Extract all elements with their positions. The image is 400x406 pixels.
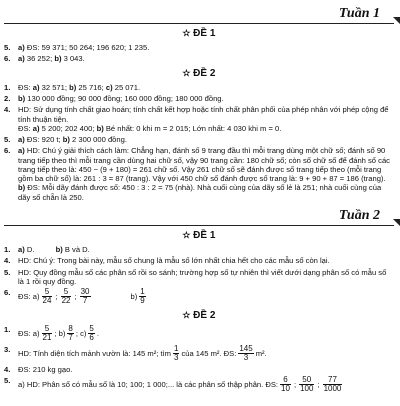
list-item: 4. HD: Sử dụng tính chất giao hoán; tính chất kết hợp hoặc tính chất phân phối của phép nhân với phép cộng để tính thuận tiện. ĐS: a) 5 200; 202 400; b) Bé nhất: 0 khi m = 2 015; Lớn nhất: 4 030 khi m = 0.	[4, 105, 389, 133]
star-icon: ✫	[182, 309, 191, 320]
list-item: 6. a) HD: Chú ý giải thích cách làm: Chẳng hạn, đánh số 9 trang đầu thì mỗi trang dùng một chữ số; đánh số 90 trang tiếp theo thì mỗi trang cần dùng hai chữ số, vậy 90 trang cần: 180 chữ số; còn số chữ số để đánh số các trang tiếp theo là: 450 − (9 + 180) = 261 chữ số. Vậy 261 chữ số sẽ đánh được số trang tiếp theo (mỗi trang gồm ba chữ số) là: 261 : 3 = 87 (trang). Vậy với 450 chữ số đánh được số trang là: 9 + 90 + 87 = 186 (trang). b) ĐS: Mỗi dãy đánh được số: 450 : 3 : 2 = 75 (nhà). Nhà cuối cùng của dãy số lẻ là 251; nhà cuối cùng của dãy số chẵn là 250.	[4, 146, 390, 202]
fraction: $\frac{5}{22}$	[61, 287, 71, 306]
fraction: $\frac{1}{3}$	[174, 343, 179, 363]
week-2-title: Tuần 2	[338, 207, 380, 223]
week-2-section	[4, 208, 394, 394]
list-item: 5. a) ĐS: 59 371; 50 264; 196 620; 1 235.	[4, 43, 150, 53]
list-item: 2. b) 130 000 đồng; 90 000 đồng; 160 000 đồng; 180 000 đồng.	[4, 94, 224, 104]
fraction: $\frac{77}{1000}$	[323, 374, 342, 394]
star-icon: ✫	[182, 229, 191, 240]
list-item: 3. HD: Tính diện tích mảnh vườn là: 145 m²; tìm $\frac{1}{3}$ của 145 m². ĐS: $\frac{145}{3}$ m².	[4, 343, 267, 363]
answer-page	[0, 6, 400, 406]
star-icon: ✫	[182, 67, 191, 78]
week-2-de-1-heading: ✫ ĐỀ 1	[182, 229, 216, 241]
week-2-de-2-heading: ✫ ĐỀ 2	[182, 309, 216, 321]
week-1-title: Tuần 1	[338, 6, 380, 21]
fraction: $\frac{5}{24}$	[42, 287, 52, 306]
week-1-section	[4, 6, 394, 202]
list-item: 4. HD: Chú ý: Trong bài này, mẫu số chung là mẫu số lớn nhất chia hết cho các mẫu số còn lại.	[4, 256, 330, 266]
list-item: 5. a) HD: Phân số có mẫu số là 10; 100; 1 000;... là các phân số thập phân. ĐS: $\frac{6}{10}$ ; $\frac{50}{100}$ ; $\frac{77}{1000}$	[4, 374, 342, 394]
list-item: 1. ĐS: a) $\frac{5}{21}$ ; b) $\frac{8}{7}$ ; c) $\frac{5}{6}$ .	[4, 324, 99, 343]
fraction: $\frac{5}{6}$	[89, 324, 94, 343]
list-item: 6. ĐS: a) $\frac{5}{24}$ ; $\frac{5}{22}$ ; $\frac{30}{7}$ b) $\frac{1}{9}$	[4, 287, 145, 306]
fraction: $\frac{145}{3}$	[239, 343, 253, 363]
list-item: 6. a) 36 252; b) 3 043.	[4, 54, 85, 64]
list-item: 1. a) D. b) B và D.	[4, 245, 90, 255]
week-1-rule	[4, 23, 394, 24]
list-item: 4. ĐS: 210 kg gạo.	[4, 364, 73, 374]
week-1-de-2-heading: ✫ ĐỀ 2	[182, 67, 216, 79]
fraction: $\frac{8}{7}$	[68, 324, 73, 343]
list-item: 5. a) ĐS: 920 t; b) 2 300 000 đồng.	[4, 135, 127, 145]
fraction: $\frac{30}{7}$	[80, 287, 90, 306]
list-item: 5. HD: Quy đồng mẫu số các phân số rồi so sánh; trường hợp số tự nhiên thì viết dưới dạng phân số có mẫu số là 1 rồi quy đồng.	[4, 267, 387, 286]
list-item: 1. ĐS: a) 32 571; b) 25 716; c) 25 071.	[4, 82, 141, 92]
fraction: $\frac{1}{9}$	[140, 287, 145, 306]
fraction: $\frac{50}{100}$	[300, 374, 314, 394]
star-icon: ✫	[182, 28, 191, 38]
fraction: $\frac{6}{10}$	[281, 374, 290, 394]
fraction: $\frac{5}{21}$	[42, 324, 52, 343]
week-2-rule	[4, 225, 394, 226]
week-1-de-1-heading: ✫ ĐỀ 1	[182, 28, 216, 39]
